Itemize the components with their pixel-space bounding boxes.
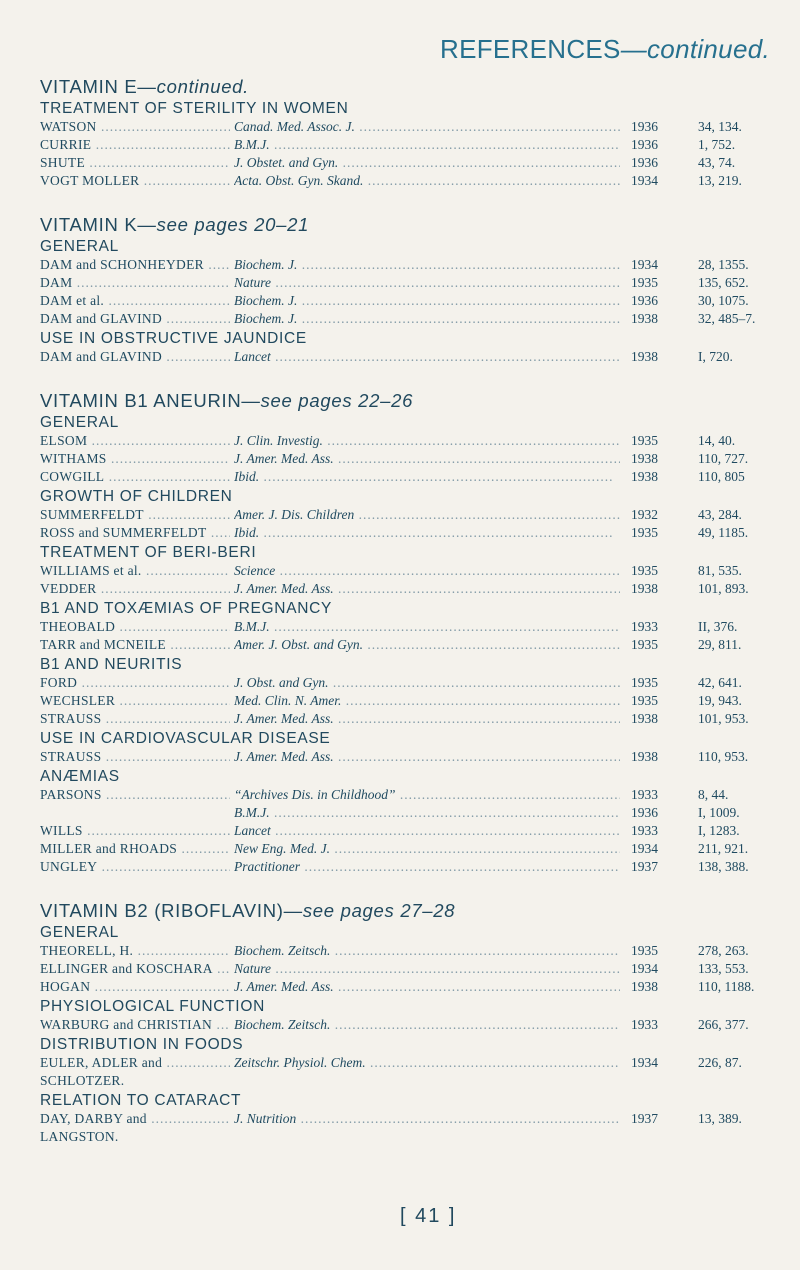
reference-volume-page: I, 720. [698, 349, 733, 364]
reference-list [40, 70, 780, 1146]
reference-author: CURRIE ..... [40, 136, 230, 154]
reference-row [40, 804, 780, 822]
reference-year: 1937 [631, 1111, 658, 1126]
reference-row [40, 256, 780, 274]
reference-author: FORD ..... [40, 674, 230, 692]
reference-volume-page: 1, 752. [698, 137, 736, 152]
subsection-heading: GENERAL [40, 414, 119, 431]
reference-author: VOGT MOLLER ..... [40, 172, 230, 190]
reference-author: SUMMERFELDT ..... [40, 506, 230, 524]
subsection-heading: GENERAL [40, 924, 119, 941]
reference-volume-page: 226, 87. [698, 1055, 742, 1070]
reference-volume-page: 110, 953. [698, 749, 749, 764]
reference-author: UNGLEY ..... [40, 858, 230, 876]
reference-volume-page: 211, 921. [698, 841, 749, 856]
reference-row [40, 118, 780, 136]
reference-journal: New Eng. Med. J. ..... [234, 840, 620, 858]
reference-volume-page: 101, 893. [698, 581, 749, 596]
reference-year: 1934 [631, 1055, 658, 1070]
subsection-heading: B1 AND NEURITIS [40, 656, 183, 673]
reference-volume-page: 81, 535. [698, 563, 742, 578]
reference-row [40, 960, 780, 978]
reference-journal: J. Amer. Med. Ass. ..... [234, 710, 620, 728]
reference-year: 1936 [631, 137, 658, 152]
reference-volume-page: 138, 388. [698, 859, 749, 874]
reference-author: HOGAN ..... [40, 978, 230, 996]
reference-author: DAM and SCHONHEYDER ..... [40, 256, 230, 274]
reference-author: DAM and GLAVIND ..... [40, 348, 230, 366]
reference-row [40, 506, 780, 524]
reference-journal: J. Amer. Med. Ass. ..... [234, 748, 620, 766]
reference-year: 1935 [631, 693, 658, 708]
reference-row [40, 858, 780, 876]
reference-volume-page: 28, 1355. [698, 257, 749, 272]
reference-author: THEOBALD ..... [40, 618, 230, 636]
reference-row [40, 1072, 780, 1090]
reference-author: DAM ..... [40, 274, 230, 292]
reference-volume-page: 43, 74. [698, 155, 736, 170]
reference-volume-page: 19, 943. [698, 693, 742, 708]
reference-journal: Amer. J. Dis. Children ..... [234, 506, 620, 524]
reference-author: COWGILL ..... [40, 468, 230, 486]
reference-author: ELLINGER and KOSCHARA ..... [40, 960, 230, 978]
reference-row [40, 524, 780, 542]
reference-journal: Biochem. Zeitsch. ..... [234, 942, 620, 960]
reference-year: 1935 [631, 563, 658, 578]
reference-year: 1936 [631, 293, 658, 308]
reference-volume-page: 133, 553. [698, 961, 749, 976]
reference-year: 1938 [631, 349, 658, 364]
reference-year: 1936 [631, 805, 658, 820]
reference-journal: B.M.J. ..... [234, 804, 620, 822]
reference-journal: J. Amer. Med. Ass. ..... [234, 580, 620, 598]
reference-year: 1938 [631, 979, 658, 994]
reference-journal: B.M.J. ..... [234, 618, 620, 636]
reference-row [40, 978, 780, 996]
reference-year: 1933 [631, 619, 658, 634]
reference-journal: Lancet ..... [234, 348, 620, 366]
reference-year: 1938 [631, 711, 658, 726]
reference-year: 1938 [631, 451, 658, 466]
subsection-heading: RELATION TO CATARACT [40, 1092, 242, 1109]
reference-volume-page: 8, 44. [698, 787, 729, 802]
reference-row [40, 136, 780, 154]
reference-row [40, 710, 780, 728]
section-heading: VITAMIN E—continued. [40, 76, 250, 97]
reference-author: SCHLOTZER. [40, 1073, 125, 1088]
reference-journal: Ibid. ..... [234, 524, 620, 542]
reference-row [40, 618, 780, 636]
subsection-heading: B1 AND TOXÆMIAS OF PREGNANCY [40, 600, 333, 617]
reference-year: 1934 [631, 257, 658, 272]
subsection-heading: ANÆMIAS [40, 768, 120, 785]
reference-journal: B.M.J. ..... [234, 136, 620, 154]
reference-volume-page: 13, 219. [698, 173, 742, 188]
reference-row [40, 348, 780, 366]
reference-row [40, 562, 780, 580]
reference-journal: J. Amer. Med. Ass. ..... [234, 978, 620, 996]
reference-row [40, 432, 780, 450]
reference-row [40, 172, 780, 190]
reference-row [40, 636, 780, 654]
reference-row [40, 154, 780, 172]
reference-author: PARSONS ..... [40, 786, 230, 804]
reference-row [40, 748, 780, 766]
reference-row [40, 310, 780, 328]
reference-year: 1935 [631, 525, 658, 540]
reference-volume-page: 110, 727. [698, 451, 749, 466]
reference-volume-page: 49, 1185. [698, 525, 749, 540]
reference-row [40, 840, 780, 858]
reference-volume-page: 13, 389. [698, 1111, 742, 1126]
reference-year: 1934 [631, 173, 658, 188]
subsection-heading: PHYSIOLOGICAL FUNCTION [40, 998, 265, 1015]
reference-journal: Biochem. J. ..... [234, 310, 620, 328]
reference-row [40, 822, 780, 840]
reference-volume-page: 34, 134. [698, 119, 742, 134]
reference-year: 1938 [631, 581, 658, 596]
reference-author: ROSS and SUMMERFELDT ..... [40, 524, 230, 542]
section-heading: VITAMIN B1 ANEURIN—see pages 22–26 [40, 390, 414, 411]
reference-year: 1933 [631, 823, 658, 838]
reference-year: 1936 [631, 155, 658, 170]
reference-author: EULER, ADLER and ..... [40, 1054, 230, 1072]
subsection-heading: GROWTH OF CHILDREN [40, 488, 233, 505]
reference-year: 1934 [631, 961, 658, 976]
subsection-heading: DISTRIBUTION IN FOODS [40, 1036, 244, 1053]
reference-year: 1934 [631, 841, 658, 856]
reference-year: 1935 [631, 943, 658, 958]
reference-author: VEDDER ..... [40, 580, 230, 598]
reference-journal: J. Clin. Investig. ..... [234, 432, 620, 450]
reference-journal: J. Obst. and Gyn. ..... [234, 674, 620, 692]
reference-volume-page: 14, 40. [698, 433, 736, 448]
reference-volume-page: 110, 1188. [698, 979, 755, 994]
reference-author: ELSOM ..... [40, 432, 230, 450]
reference-journal: Biochem. Zeitsch. ..... [234, 1016, 620, 1034]
reference-volume-page: 43, 284. [698, 507, 742, 522]
reference-volume-page: 42, 641. [698, 675, 742, 690]
reference-author: STRAUSS ..... [40, 710, 230, 728]
reference-journal: Med. Clin. N. Amer. ..... [234, 692, 620, 710]
reference-author: MILLER and RHOADS ..... [40, 840, 230, 858]
page-number: [ 41 ] [400, 1205, 457, 1228]
reference-author: DAM and GLAVIND ..... [40, 310, 230, 328]
reference-author: WECHSLER ..... [40, 692, 230, 710]
reference-volume-page: 29, 811. [698, 637, 742, 652]
reference-author: DAM et al. ..... [40, 292, 230, 310]
reference-journal: Nature ..... [234, 960, 620, 978]
reference-volume-page: II, 376. [698, 619, 738, 634]
section-heading: VITAMIN K—see pages 20–21 [40, 214, 310, 235]
reference-volume-page: 32, 485–7. [698, 311, 756, 326]
reference-row [40, 274, 780, 292]
reference-journal: Acta. Obst. Gyn. Skand. ..... [234, 172, 620, 190]
reference-journal: Lancet ..... [234, 822, 620, 840]
reference-author: WITHAMS ..... [40, 450, 230, 468]
reference-year: 1936 [631, 119, 658, 134]
reference-journal: Biochem. J. ..... [234, 256, 620, 274]
reference-journal: Biochem. J. ..... [234, 292, 620, 310]
subsection-heading: USE IN CARDIOVASCULAR DISEASE [40, 730, 331, 747]
reference-year: 1933 [631, 787, 658, 802]
reference-row [40, 1128, 780, 1146]
reference-volume-page: 101, 953. [698, 711, 749, 726]
reference-journal: Practitioner ..... [234, 858, 620, 876]
reference-author: LANGSTON. [40, 1129, 119, 1144]
reference-author: WILLIAMS et al. ..... [40, 562, 230, 580]
reference-row [40, 292, 780, 310]
reference-year: 1937 [631, 859, 658, 874]
running-head: REFERENCES—continued. [440, 34, 770, 64]
reference-row [40, 674, 780, 692]
reference-author: TARR and MCNEILE ..... [40, 636, 230, 654]
reference-year: 1935 [631, 675, 658, 690]
reference-journal: Ibid. ..... [234, 468, 620, 486]
reference-row [40, 468, 780, 486]
reference-row [40, 1016, 780, 1034]
reference-year: 1935 [631, 433, 658, 448]
subsection-heading: TREATMENT OF BERI-BERI [40, 544, 257, 561]
reference-row [40, 1054, 780, 1072]
reference-year: 1933 [631, 1017, 658, 1032]
reference-volume-page: 266, 377. [698, 1017, 749, 1032]
reference-author: WILLS ..... [40, 822, 230, 840]
reference-year: 1935 [631, 275, 658, 290]
reference-author: THEORELL, H. ..... [40, 942, 230, 960]
subsection-heading: GENERAL [40, 238, 119, 255]
subsection-heading: USE IN OBSTRUCTIVE JAUNDICE [40, 330, 307, 347]
reference-volume-page: 135, 652. [698, 275, 749, 290]
reference-author: STRAUSS ..... [40, 748, 230, 766]
reference-volume-page: I, 1009. [698, 805, 740, 820]
reference-author: WATSON ..... [40, 118, 230, 136]
reference-journal: J. Nutrition ..... [234, 1110, 620, 1128]
reference-journal: J. Obstet. and Gyn. ..... [234, 154, 620, 172]
reference-journal: Canad. Med. Assoc. J. ..... [234, 118, 620, 136]
reference-volume-page: 110, 805 [698, 469, 745, 484]
reference-volume-page: I, 1283. [698, 823, 740, 838]
reference-year: 1938 [631, 469, 658, 484]
reference-journal: J. Amer. Med. Ass. ..... [234, 450, 620, 468]
section-heading: VITAMIN B2 (RIBOFLAVIN)—see pages 27–28 [40, 900, 456, 921]
reference-journal: “Archives Dis. in Childhood” ..... [234, 786, 620, 804]
reference-row [40, 692, 780, 710]
reference-year: 1938 [631, 749, 658, 764]
reference-journal: Zeitschr. Physiol. Chem. ..... [234, 1054, 620, 1072]
reference-year: 1938 [631, 311, 658, 326]
reference-year: 1932 [631, 507, 658, 522]
reference-journal: Amer. J. Obst. and Gyn. ..... [234, 636, 620, 654]
reference-volume-page: 30, 1075. [698, 293, 749, 308]
reference-row [40, 1110, 780, 1128]
reference-volume-page: 278, 263. [698, 943, 749, 958]
reference-journal: Science ..... [234, 562, 620, 580]
reference-author: WARBURG and CHRISTIAN ..... [40, 1016, 230, 1034]
reference-journal: Nature ..... [234, 274, 620, 292]
reference-row [40, 450, 780, 468]
reference-row [40, 786, 780, 804]
reference-row [40, 942, 780, 960]
subsection-heading: TREATMENT OF STERILITY IN WOMEN [40, 100, 349, 117]
reference-row [40, 580, 780, 598]
reference-year: 1935 [631, 637, 658, 652]
reference-author: DAY, DARBY and ..... [40, 1110, 230, 1128]
reference-author: SHUTE ..... [40, 154, 230, 172]
